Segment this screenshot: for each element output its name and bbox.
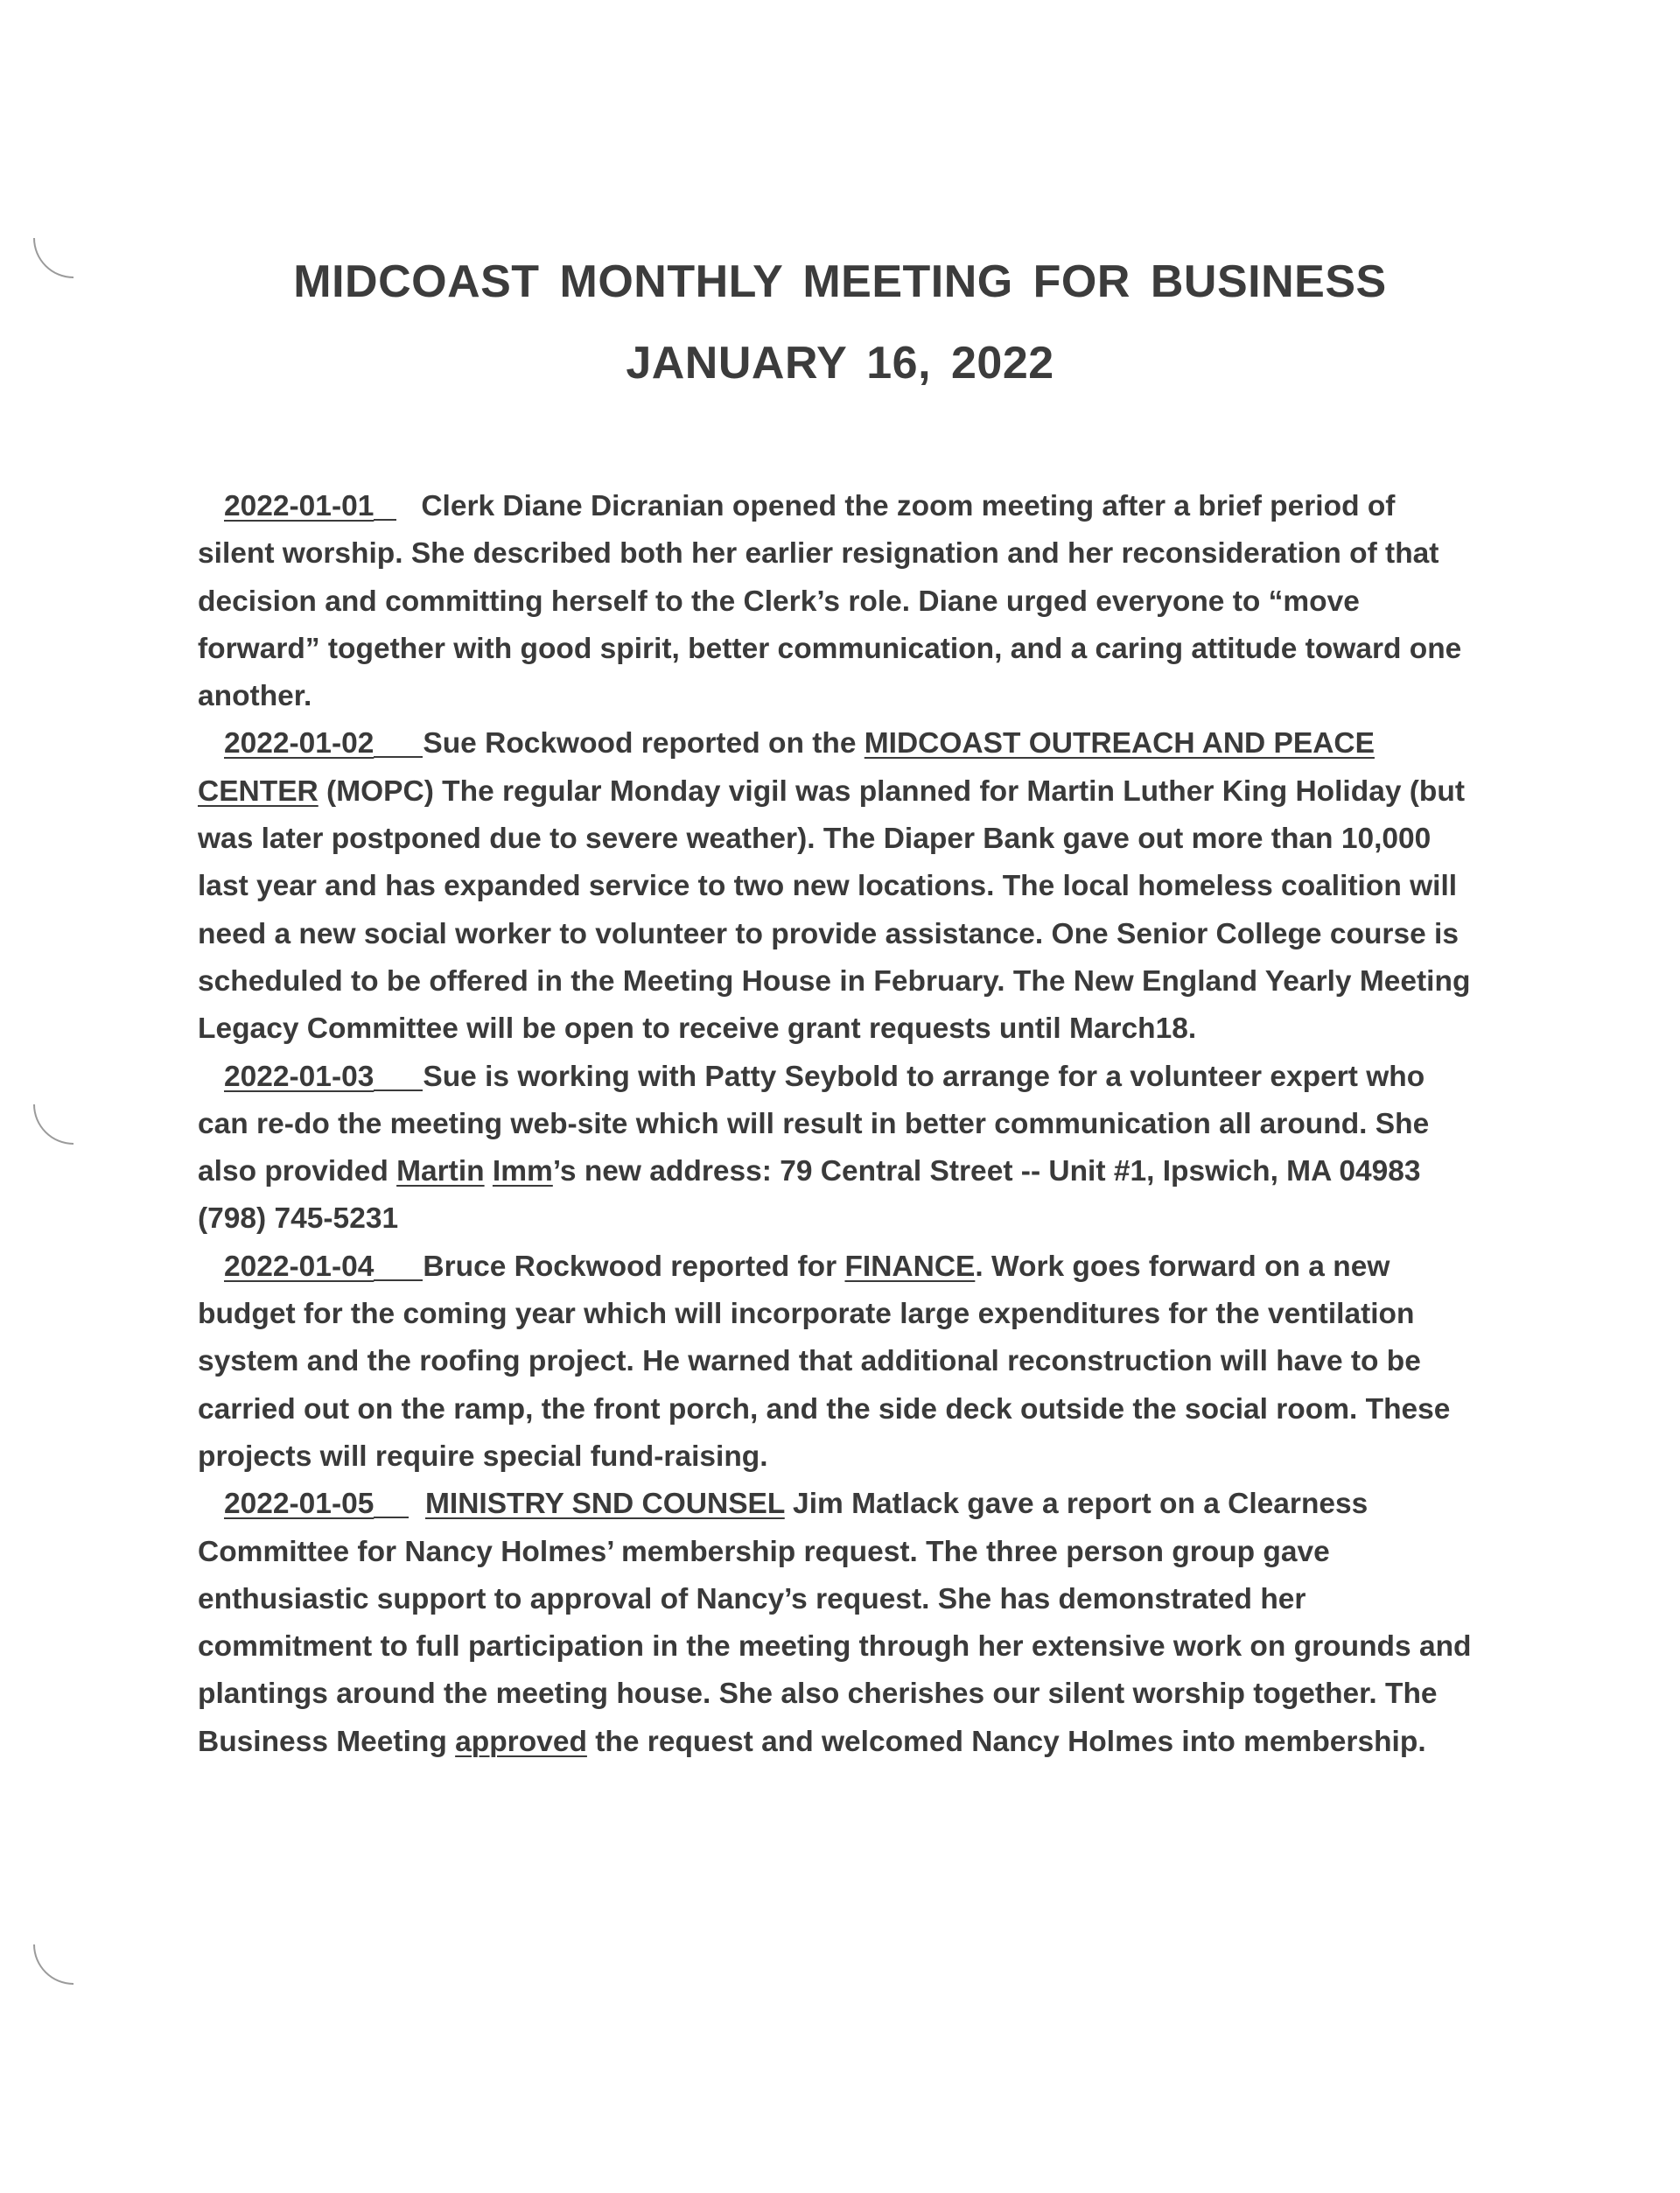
person-name: Martin xyxy=(396,1155,485,1188)
minute-text: (MOPC) The regular Monday vigil was planned for Martin Luther King Holiday (but was later postponed due to severe weather). The Diaper Bank gave out more than 10,000 last year and has expanded service to two new locations. The local homeless coalition will need a new social worker to volunteer to provide assistance. One Senior College course is scheduled to be offered in the Meeting House in February. The New England Yearly Meeting Legacy Committee will be open to receive grant requests until March18. xyxy=(198,774,1471,1046)
binder-hole-mark xyxy=(33,1104,74,1145)
minute-text: Jim Matlack gave a report on a Clearness Committee for Nancy Holmes’ membership request. The three person group gave enthusiastic support to approval of Nancy’s request. She has demonstrated her commitment to full participation in the meeting through her extensive work on grounds and plantings around the meeting house. She also cherishes our silent worship together. The Business Meeting xyxy=(198,1488,1472,1758)
minute-text: Clerk Diane Dicranian opened the zoom meeting after a brief period of silent worship. She described both her earlier resignation and her reconsideration of that decision and committing herself to the Clerk’s role. Diane urged everyone to “move forward” together with good spirit, better communication, and a caring attitude toward one another. xyxy=(198,490,1462,713)
person-name: Imm xyxy=(492,1155,553,1188)
minutes-body xyxy=(198,483,1475,1766)
minute-text: the request and welcomed Nancy Holmes into membership. xyxy=(586,1725,1426,1758)
minute-item xyxy=(198,1244,1475,1481)
committee-name: FINANCE xyxy=(844,1250,976,1283)
minute-text: Sue is working with Patty Seybold to arrange for a volunteer expert who can re-do the meeting web-site which will result in better communication all around. She also provided xyxy=(198,1060,1430,1188)
minute-text: Sue Rockwood reported on the xyxy=(423,727,864,760)
binder-hole-mark xyxy=(33,1944,74,1985)
meeting-date: JANUARY 16, 2022 xyxy=(626,338,1054,389)
minute-number: 2022-01-02 xyxy=(224,727,374,760)
minute-text: . Work goes forward on a new budget for the coming year which will incorporate large expenditures for the ventilation system and the roofing project. He warned that additional reconstruction will have to be carried out on the ramp, the front porch, and the side deck outside the social room. These projects will require special fund-raising. xyxy=(198,1250,1451,1473)
minute-item xyxy=(198,483,1475,720)
minute-number: 2022-01-01 xyxy=(224,490,374,522)
minute-item xyxy=(198,1481,1475,1766)
minute-number: 2022-01-05 xyxy=(224,1488,374,1521)
minute-text: ’s new address: 79 Central Street -- Unit #1, Ipswich, MA 04983 (798) 745-5231 xyxy=(198,1155,1421,1236)
minute-item xyxy=(198,720,1475,1053)
decision-word: approved xyxy=(455,1725,587,1758)
committee-name: MINISTRY SND COUNSEL xyxy=(425,1488,785,1521)
minute-text: Bruce Rockwood reported for xyxy=(423,1250,845,1283)
committee-name: MIDCOAST OUTREACH AND PEACE CENTER xyxy=(198,727,1375,808)
document-title: MIDCOAST MONTHLY MEETING FOR BUSINESS xyxy=(293,256,1387,307)
minute-item xyxy=(198,1054,1475,1244)
minute-number: 2022-01-03 xyxy=(224,1060,374,1093)
minute-number: 2022-01-04 xyxy=(224,1250,374,1283)
